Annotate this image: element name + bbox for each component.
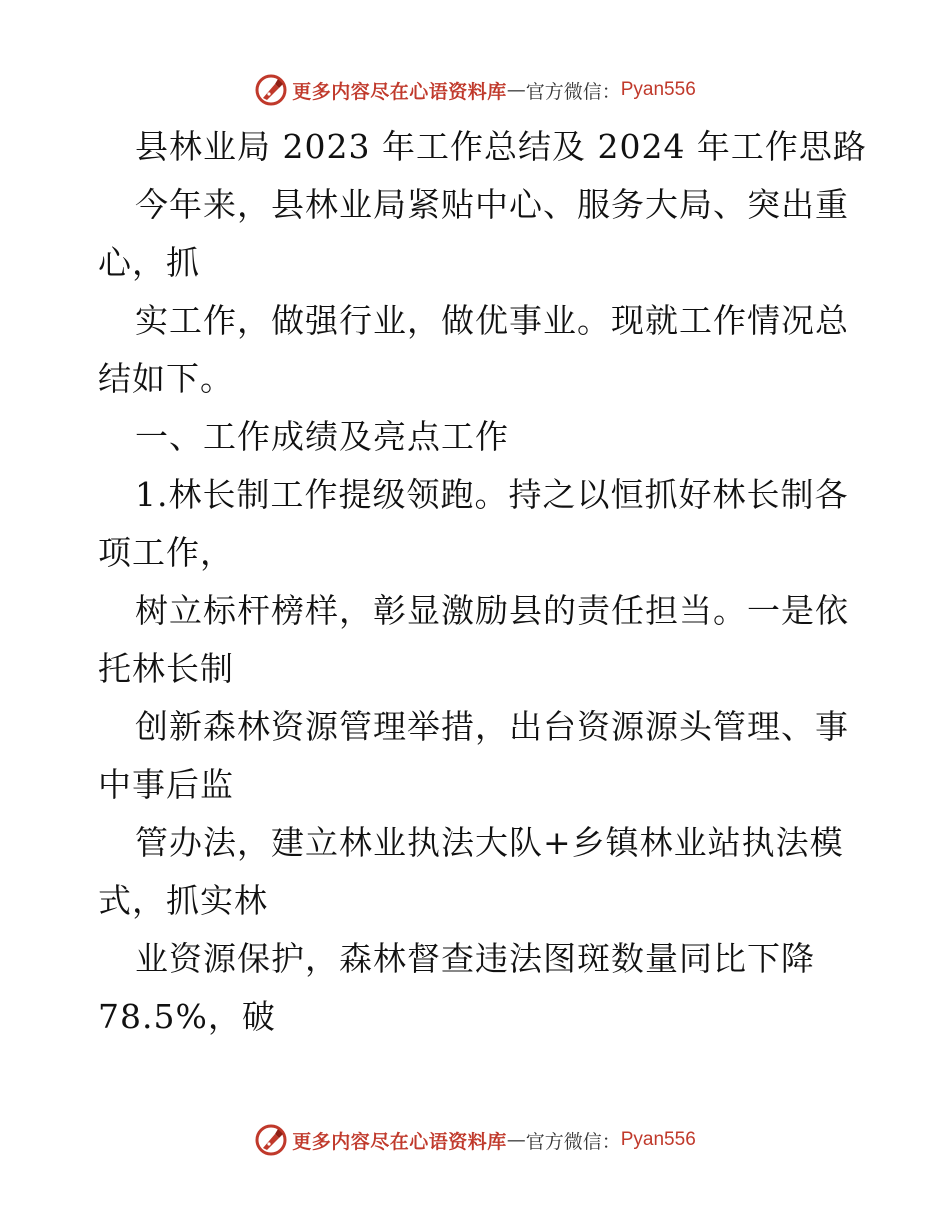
paragraph-line: 实工作，做强行业，做优事业。现就工作情况总 [135, 301, 849, 340]
watermark-wechat-id: Pyan556 [620, 79, 696, 100]
watermark-wechat-label: 官方微信： [525, 80, 621, 103]
pen-nib-logo-icon [254, 73, 288, 107]
paragraph-line: 心，抓 [98, 243, 200, 282]
paragraph-line: 管办法，建立林业执法大队+乡镇林业站执法模 [135, 823, 844, 862]
watermark-separator: — [506, 79, 526, 101]
section-heading: 一、工作成绩及亮点工作 [135, 417, 509, 456]
document-body [98, 118, 867, 1046]
paragraph-line: 创新森林资源管理举措，出台资源源头管理、事 [135, 707, 849, 746]
paragraph-line: 式，抓实林 [98, 881, 268, 920]
paragraph-line: 中事后监 [98, 765, 234, 804]
paragraph-line: 78.5%，破 [98, 997, 276, 1036]
paragraph-line: 树立标杆榜样，彰显激励县的责任担当。一是依 [135, 591, 849, 630]
watermark-brand: 更多内容尽在心语资料库 [292, 1130, 507, 1153]
pen-nib-logo-icon [254, 1123, 288, 1157]
watermark-wechat-label: 官方微信： [525, 1130, 621, 1153]
paragraph-line: 1.林长制工作提级领跑。持之以恒抓好林长制各 [135, 475, 849, 514]
paragraph-line: 今年来，县林业局紧贴中心、服务大局、突出重 [135, 185, 849, 224]
watermark-wechat-id: Pyan556 [620, 1129, 696, 1150]
paragraph-line: 业资源保护，森林督查违法图斑数量同比下降 [135, 939, 815, 978]
watermark-separator: — [506, 1129, 526, 1151]
paragraph-line: 托林长制 [98, 649, 234, 688]
watermark-brand: 更多内容尽在心语资料库 [292, 80, 507, 103]
paragraph-line: 项工作， [98, 533, 234, 572]
footer-watermark [0, 1122, 950, 1158]
document-title: 县林业局 2023 年工作总结及 2024 年工作思路 [135, 127, 867, 166]
header-watermark [0, 72, 950, 108]
paragraph-line: 结如下。 [98, 359, 234, 398]
